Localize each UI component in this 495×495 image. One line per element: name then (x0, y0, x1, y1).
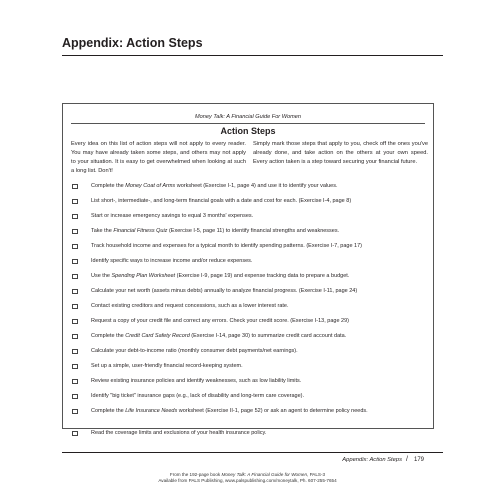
checkbox[interactable] (72, 364, 78, 370)
title-divider (62, 55, 443, 56)
action-step-17 (71, 430, 427, 445)
action-step-14 (71, 378, 427, 393)
checkbox[interactable] (72, 184, 78, 190)
action-step-text: Contact existing creditors and request concessions, such as a lower interest rate. (91, 303, 289, 309)
action-steps-list (71, 183, 427, 445)
action-step-8 (71, 288, 427, 303)
publisher-line: Available from PALS Publishing, www.palspublishing.com/moneytalk, Ph. 607-255-7654 (158, 478, 337, 483)
action-step-5 (71, 243, 427, 258)
checkbox[interactable] (72, 334, 78, 340)
checkbox[interactable] (72, 409, 78, 415)
action-step-7 (71, 273, 427, 288)
action-steps-box (62, 103, 434, 436)
action-step-text: List short-, intermediate-, and long-term financial goals with a date and cost for each. (Exercise I-4, page 8) (91, 198, 352, 204)
footer-divider (62, 452, 443, 453)
action-step-text: Calculate your net worth (assets minus debts) annually to analyze financial progress. (Exercise I-11, page 24) (91, 288, 358, 294)
action-step-4 (71, 228, 427, 243)
checkbox[interactable] (72, 274, 78, 280)
action-step-text: Identify specific ways to increase income and/or reduce expenses. (91, 258, 253, 264)
action-step-text: Request a copy of your credit file and correct any errors. Check your credit score. (Exercise I-13, page 29) (91, 318, 350, 324)
action-step-11 (71, 333, 427, 348)
checkbox[interactable] (72, 214, 78, 220)
checkbox[interactable] (72, 244, 78, 250)
action-step-9 (71, 303, 427, 318)
checkbox[interactable] (72, 394, 78, 400)
checkbox[interactable] (72, 289, 78, 295)
action-step-text: Track household income and expenses for a typical month to identify spending patterns. (Exercise I-7, page 17) (91, 243, 362, 249)
action-step-text: Calculate your debt-to-income ratio (monthly consumer debt payments/net earnings). (91, 348, 298, 354)
action-step-text: Complete the Credit Card Safety Record (Exercise I-14, page 30) to summarize credit card account data. (91, 333, 347, 339)
checkbox[interactable] (72, 304, 78, 310)
checkbox[interactable] (72, 379, 78, 385)
box-divider (71, 123, 425, 124)
action-step-16 (71, 408, 427, 430)
checkbox[interactable] (72, 349, 78, 355)
checkbox[interactable] (72, 319, 78, 325)
action-step-3 (71, 213, 427, 228)
action-step-text: Complete the Life Insurance Needs worksheet (Exercise II-1, page 52) or ask an agent to determine policy needs. (91, 408, 368, 414)
action-step-6 (71, 258, 427, 273)
checkbox[interactable] (72, 199, 78, 205)
action-step-1 (71, 183, 427, 198)
action-step-15 (71, 393, 427, 408)
action-step-text: Identify "big ticket" insurance gaps (e.g., lack of disability and long-term care coverage). (91, 393, 305, 399)
page-number: 179 (414, 457, 425, 463)
action-step-text: Take the Financial Fitness Quiz (Exercise I-5, page 11) to identify financial strengths and weaknesses. (91, 228, 340, 234)
page-title: Appendix: Action Steps (62, 36, 203, 50)
action-step-text: Complete the Money Coat of Arms worksheet (Exercise I-1, page 4) and use it to identify your values. (91, 183, 338, 189)
action-step-13 (71, 363, 427, 378)
intro-right: Simply mark those steps that apply to you, check off the ones you've already done, and take action on the others at your own speed. Every action taken is a step toward securing your financial future. (253, 141, 428, 165)
intro-left: Every idea on this list of action steps will not apply to every reader. You may have already taken some steps, and others may not apply to your situation. It is easy to get overwhelmed when looking at such a long list. Don't! (71, 141, 246, 174)
action-step-text: Read the coverage limits and exclusions of your health insurance policy. (91, 430, 267, 436)
footer-section-label: Appendix: Action Steps (342, 457, 402, 463)
action-step-text: Set up a simple, user-friendly financial record-keeping system. (91, 363, 243, 369)
box-title: Action Steps (220, 126, 276, 136)
action-step-10 (71, 318, 427, 333)
action-step-2 (71, 198, 427, 213)
footer-separator: / (406, 456, 408, 463)
checkbox[interactable] (72, 229, 78, 235)
credit-line: From the 192-page book Money Talk: A Financial Guide for Women, PALS-3 (169, 472, 326, 477)
box-subtitle: Money Talk: A Financial Guide For Women (194, 114, 301, 120)
action-step-text: Use the Spending Plan Worksheet (Exercise I-9, page 19) and expense tracking data to prepare a budget. (91, 273, 350, 279)
action-step-text: Review existing insurance policies and identify weaknesses, such as low liability limits. (91, 378, 302, 384)
action-step-text: Start or increase emergency savings to equal 3 months' expenses. (91, 213, 254, 219)
checkbox[interactable] (72, 259, 78, 265)
action-step-12 (71, 348, 427, 363)
checkbox[interactable] (72, 431, 78, 437)
